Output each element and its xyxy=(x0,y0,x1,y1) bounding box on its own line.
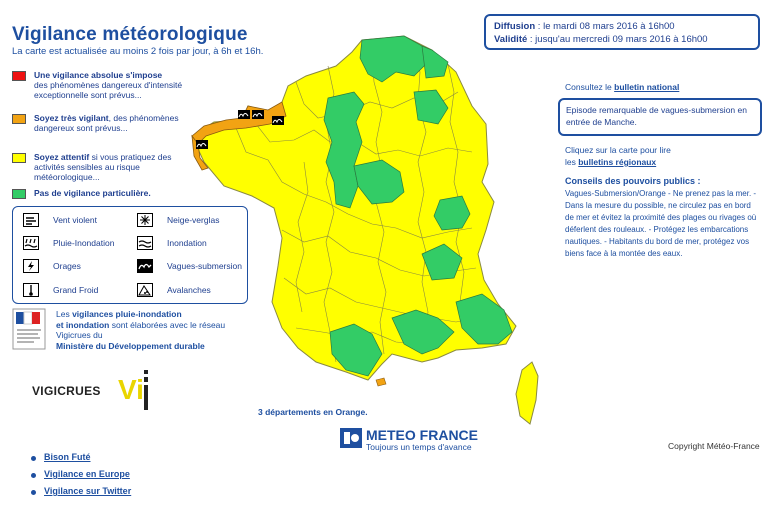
legend-yellow-text: si vous pratiquez des activités sensibles au risque météorologique... xyxy=(34,152,172,182)
orange-swatch xyxy=(12,114,26,124)
national-bulletin-link[interactable]: bulletin national xyxy=(614,82,680,92)
diffusion-label: Diffusion xyxy=(494,21,536,32)
consult-text: Consultez le xyxy=(565,82,615,92)
flood-icon xyxy=(137,236,153,250)
page-title: Vigilance météorologique xyxy=(12,24,248,45)
phenomenon-label: Grand Froid xyxy=(53,285,99,295)
waves-icon xyxy=(137,259,153,273)
phenomenon-label: Inondation xyxy=(167,238,207,248)
page-subtitle: La carte est actualisée au moins 2 fois par jour, à 6h et 16h. xyxy=(12,46,264,57)
episode-box: Episode remarquable de vagues-submersion en entrée de Manche. xyxy=(558,98,762,136)
phenomenon-label: Neige-verglas xyxy=(167,215,220,225)
legend-yellow-bold: Soyez attentif xyxy=(34,152,90,162)
gauge-icon xyxy=(142,370,150,410)
vigicrues-logo[interactable]: VIGICRUES xyxy=(32,384,101,398)
corsica[interactable] xyxy=(516,362,538,424)
regional-bulletin-line xyxy=(565,144,671,168)
note-bold: Ministère du Développement durable xyxy=(56,340,205,351)
validite-value: : jusqu'au mercredi 09 mars 2016 à 16h00 xyxy=(527,34,708,45)
advice-title: Conseils des pouvoirs publics : xyxy=(565,176,701,186)
legend-red-bold: Une vigilance absolue s'impose xyxy=(34,70,163,80)
meteo-france-brand[interactable]: METEO FRANCE xyxy=(366,427,478,443)
meteo-france-slogan: Toujours un temps d'avance xyxy=(366,442,472,452)
phenomenon-label: Vagues-submersion xyxy=(167,261,242,271)
vi-logo[interactable] xyxy=(118,370,154,412)
advice-block xyxy=(565,176,761,260)
click-text: les xyxy=(565,157,579,167)
note-bold: et inondation xyxy=(56,319,110,330)
note-text: Les xyxy=(56,309,73,319)
orange-marker xyxy=(376,378,386,386)
green-swatch xyxy=(12,189,26,199)
meteo-france-logo-icon[interactable] xyxy=(340,428,362,448)
rain-flood-icon xyxy=(23,236,39,250)
link-vigilance-europe[interactable]: Vigilance en Europe xyxy=(30,469,131,486)
phenomenon-label: Orages xyxy=(53,261,81,271)
diffusion-value: : le mardi 08 mars 2016 à 16h00 xyxy=(535,21,675,32)
phenomenon-label: Avalanches xyxy=(167,285,211,295)
yellow-swatch xyxy=(12,153,26,163)
snow-icon xyxy=(137,213,153,227)
link-bison-fute[interactable]: Bison Futé xyxy=(30,452,131,469)
advice-text: Vagues-Submersion/Orange - Ne prenez pas la mer. - Dans la mesure du possible, ne circulez pas en bord de mer et évitez la proximité des plages ou rivages où déferlent des rouleaux. - Protégez les embarcations nautiques. - Habitants du bord de mer, protégez vos biens face à la montée des eaux. xyxy=(565,189,757,258)
storm-icon xyxy=(23,259,39,273)
legend-orange-text: , des phénomènes dangereux sont prévus... xyxy=(34,113,179,133)
red-swatch xyxy=(12,71,26,81)
avalanche-icon xyxy=(137,283,153,297)
phenomenon-label: Pluie-Inondation xyxy=(53,238,115,248)
france-vigilance-map[interactable] xyxy=(186,32,566,432)
cold-icon xyxy=(23,283,39,297)
click-text: Cliquez sur la carte pour lire xyxy=(565,145,671,155)
national-bulletin-line xyxy=(565,82,679,92)
note-text: sont élaborées avec le réseau Vigicrues du xyxy=(56,319,226,340)
wind-icon xyxy=(23,213,39,227)
link-vigilance-twitter[interactable]: Vigilance sur Twitter xyxy=(30,486,131,503)
ministry-logo xyxy=(12,308,46,350)
green-zone-northeast[interactable] xyxy=(422,46,448,78)
legend-green-bold: Pas de vigilance particulière. xyxy=(34,188,151,198)
orange-count: 3 départements en Orange. xyxy=(258,407,368,417)
regional-bulletins-link[interactable]: bulletins régionaux xyxy=(578,157,657,167)
validite-label: Validité xyxy=(494,34,528,45)
legend-red-text: des phénomènes dangereux d'intensité exceptionnelle sont prévus... xyxy=(34,80,183,100)
copyright: Copyright Météo-France xyxy=(668,441,760,451)
bottom-links xyxy=(30,452,131,503)
note-bold: vigilances pluie-inondation xyxy=(72,309,182,319)
phenomenon-label: Vent violent xyxy=(53,215,97,225)
vi-logo-text: Vi xyxy=(118,374,144,405)
legend-orange-bold: Soyez très vigilant xyxy=(34,113,109,123)
